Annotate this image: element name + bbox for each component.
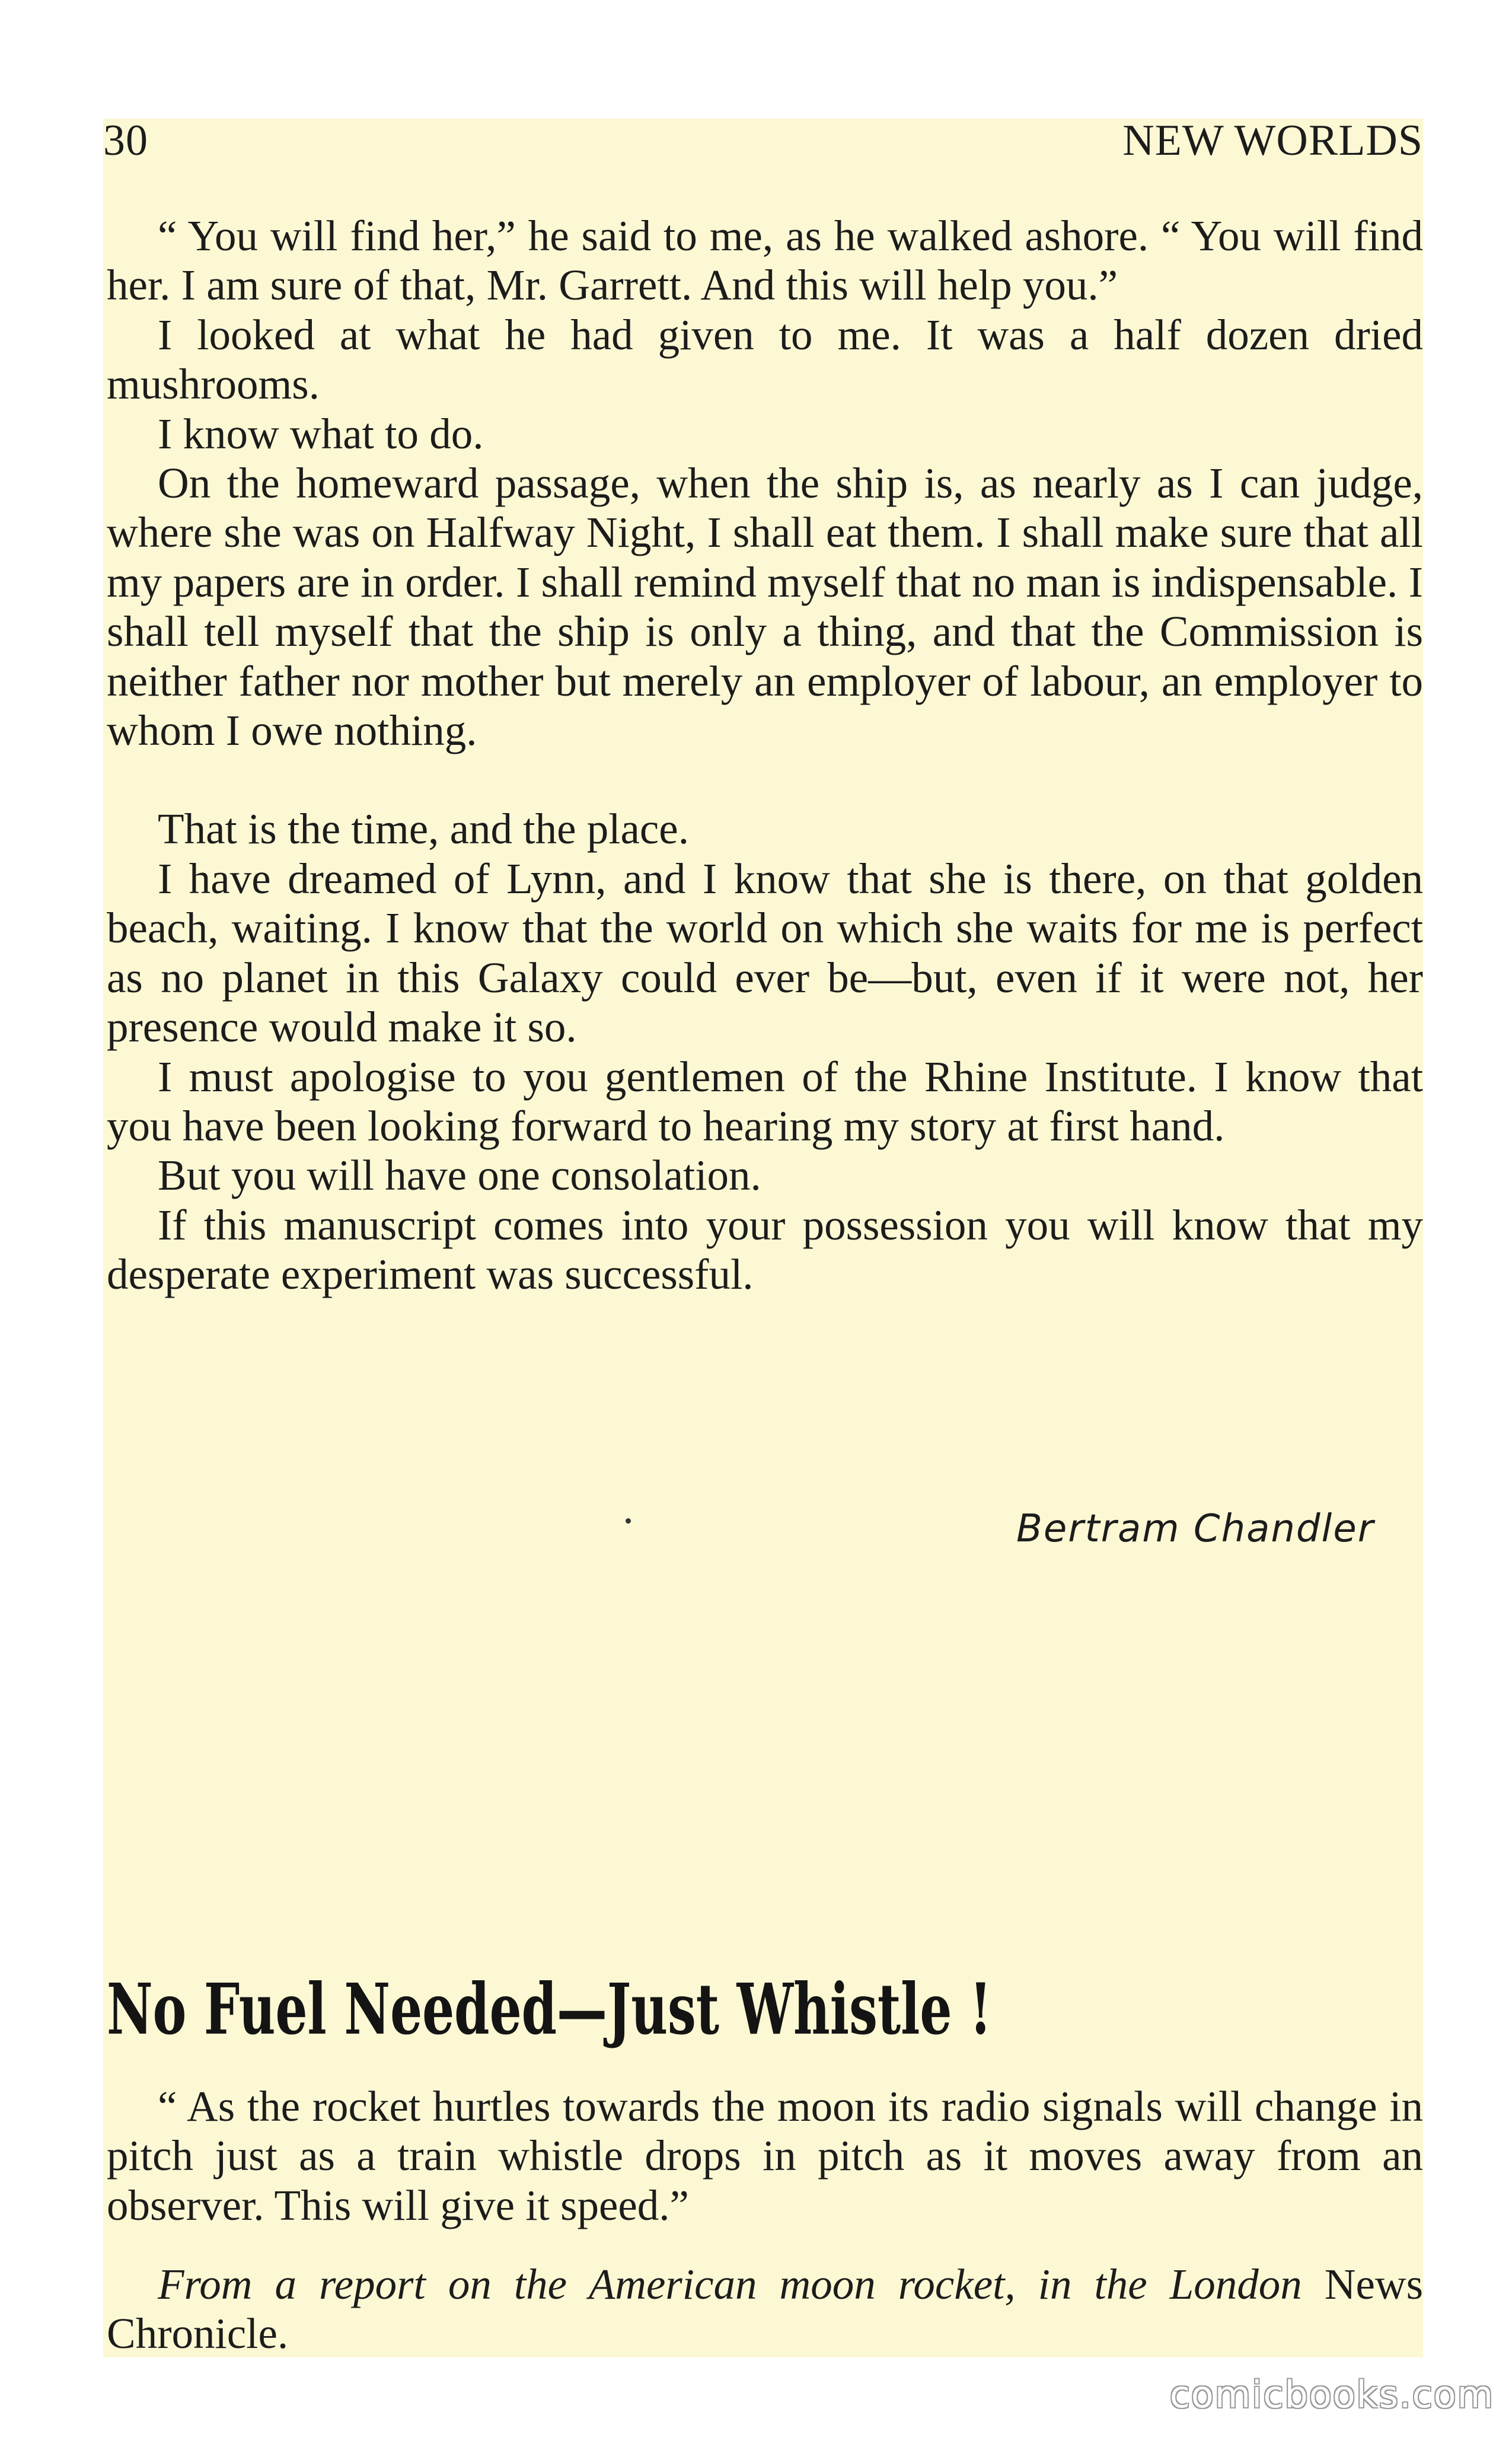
story-paragraph: I know what to do. xyxy=(158,409,484,458)
filler-quote xyxy=(107,2082,1423,2230)
running-title: NEW WORLDS xyxy=(1122,116,1423,165)
story-paragraph: I looked at what he had given to me. It was a half dozen dried mushrooms. xyxy=(107,310,1423,409)
story-paragraph: On the homeward passage, when the ship is, as nearly as I can judge, where she was on Halfway Night, I shall eat them. I shall make sure that all my papers are in order. I shall remind myself that no man is indispensable. I shall tell myself that the ship is only a thing, and that the Commission is neither father nor mother but merely an employer of labour, an employer to whom I owe nothing. xyxy=(107,459,1423,755)
story-paragraph: “ You will find her,” he said to me, as he walked ashore. “ You will find her. I am sure of that, Mr. Garrett. And this will help you.” xyxy=(107,212,1423,310)
page-number: 30 xyxy=(103,116,148,165)
filler-quote-text: “ As the rocket hurtles towards the moon its radio signals will change in pitch just as a train whistle drops in pitch as it moves away from an observer. This will give it speed.” xyxy=(107,2082,1423,2229)
watermark: comicbooks.com xyxy=(1169,2373,1494,2416)
story-paragraph: If this manuscript comes into your possession you will know that my desperate experiment was successful. xyxy=(107,1200,1423,1299)
filler-source-italic: From a report on the American moon rocket, in the London xyxy=(158,2260,1302,2308)
author-byline: Bertram Chandler xyxy=(1016,1507,1374,1551)
filler-source xyxy=(107,2260,1423,2359)
printer-dot xyxy=(626,1518,631,1524)
story-paragraph: That is the time, and the place. xyxy=(158,805,689,853)
filler-source-text xyxy=(107,2260,1423,2359)
story-paragraph: I must apologise to you gentlemen of the Rhine Institute. I know that you have been looking forward to hearing my story at first hand. xyxy=(107,1052,1423,1150)
filler-heading: No Fuel Needed—Just Whistle ! xyxy=(107,1968,992,2050)
running-head xyxy=(103,114,1423,167)
story-paragraph: But you will have one consolation. xyxy=(158,1151,761,1200)
section-break xyxy=(107,755,1423,804)
filler-source-roman: News Chronicle. xyxy=(107,2260,1424,2358)
story-paragraph: I have dreamed of Lynn, and I know that she is there, on that golden beach, waiting. I know that the world on which she waits for me is perfect as no planet in this Galaxy could ever be—but, even if it were not, her presence would make it so. xyxy=(107,854,1423,1052)
story-text xyxy=(107,211,1423,1299)
